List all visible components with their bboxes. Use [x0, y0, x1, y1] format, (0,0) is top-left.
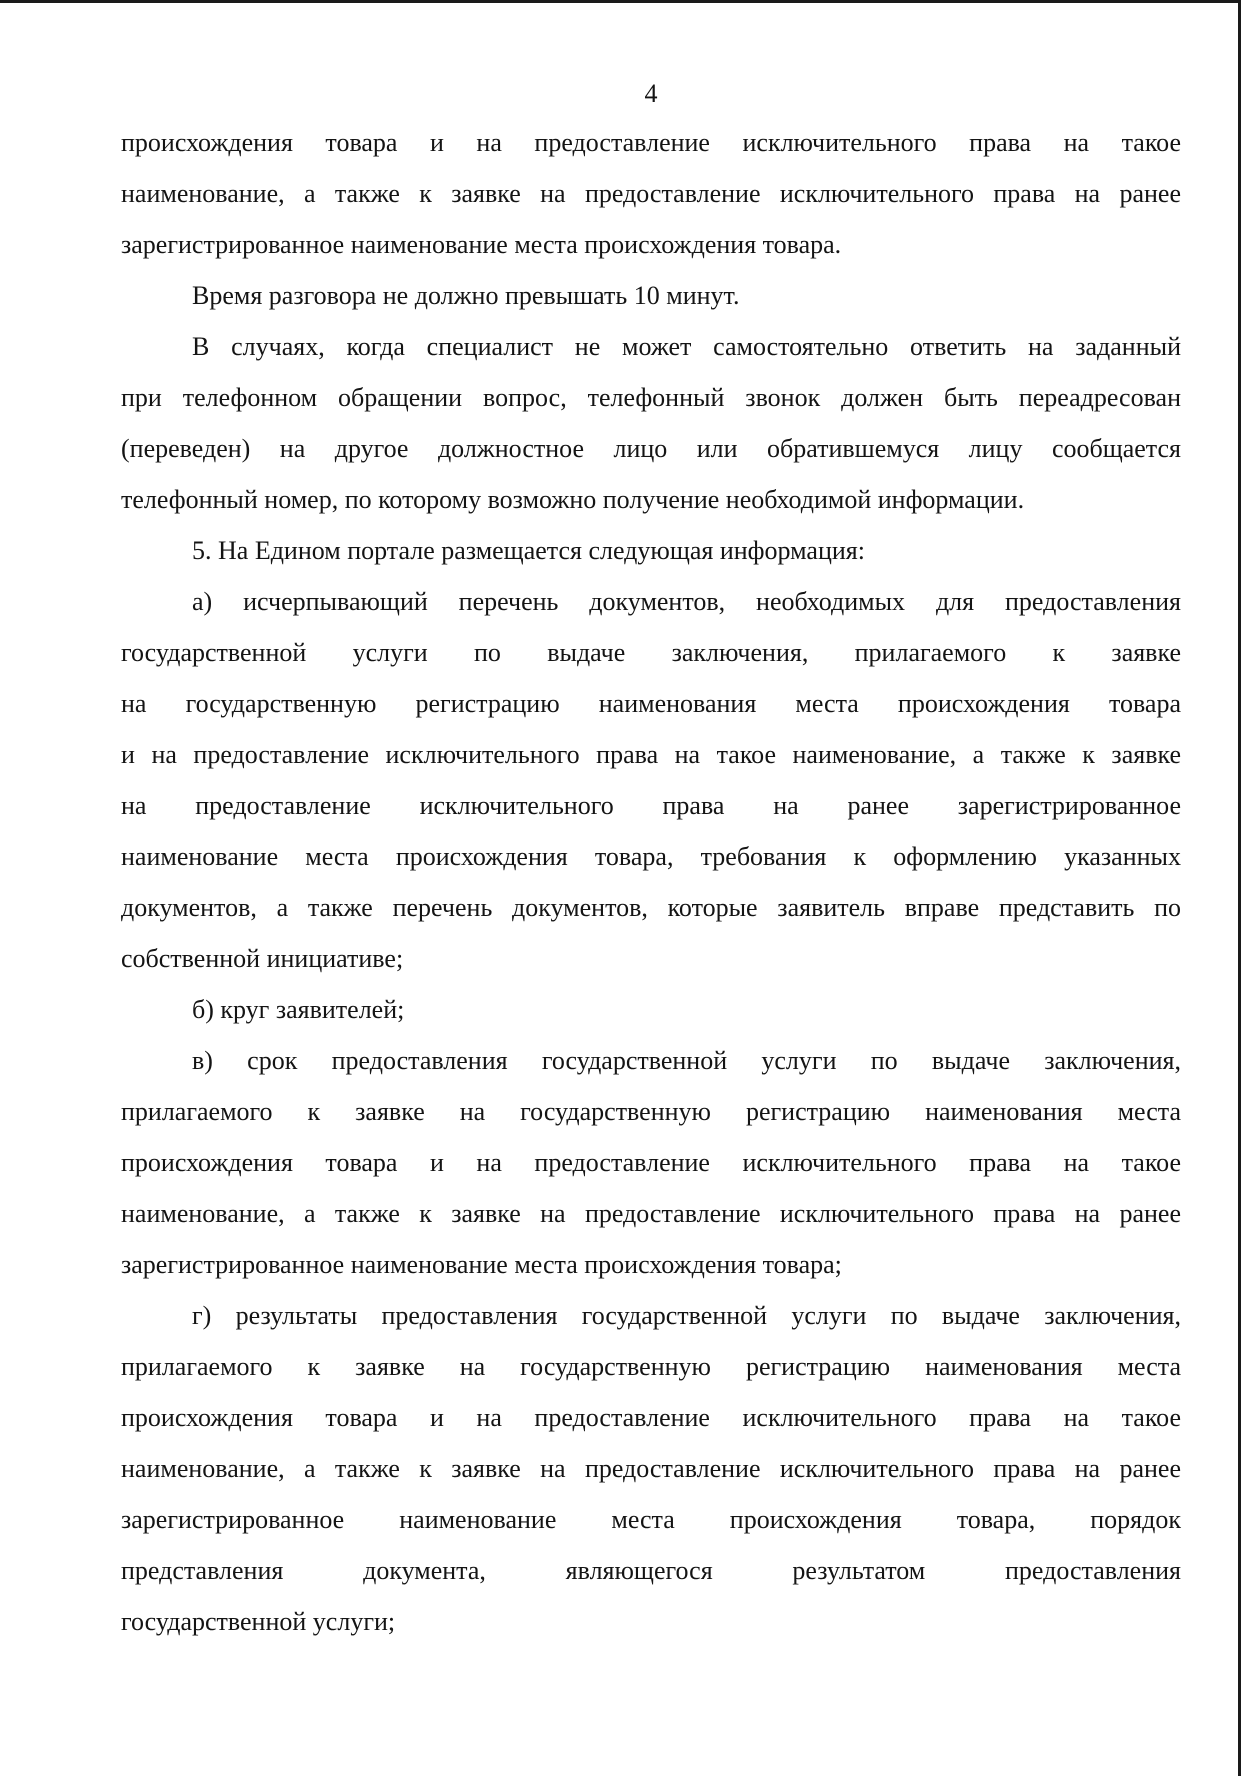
- text-line: происхождения товара и на предоставление исключительного права на такое: [121, 1148, 1181, 1177]
- text-line: при телефонном обращении вопрос, телефонный звонок должен быть переадресован: [121, 383, 1181, 412]
- text-line: собственной инициативе;: [121, 944, 404, 973]
- text-line: происхождения товара и на предоставление исключительного права на такое: [121, 1403, 1181, 1432]
- text-line: В случаях, когда специалист не может самостоятельно ответить на заданный: [192, 332, 1181, 361]
- text-line: представления документа, являющегося результатом предоставления: [121, 1556, 1181, 1585]
- list-item-v: [121, 1035, 1181, 1290]
- text-line: наименование, а также к заявке на предоставление исключительного права на ранее: [121, 1454, 1181, 1483]
- text-line: зарегистрированное наименование места происхождения товара;: [121, 1250, 842, 1279]
- text-line: государственной услуги;: [121, 1607, 396, 1636]
- text-line: г) результаты предоставления государственной услуги по выдаче заключения,: [192, 1301, 1181, 1330]
- paragraph-section-5: [121, 525, 1181, 576]
- document-body: [121, 117, 1181, 1647]
- list-item-a: [121, 576, 1181, 984]
- text-line: зарегистрированное наименование места происхождения товара, порядок: [121, 1505, 1181, 1534]
- list-item-b: [121, 984, 1181, 1035]
- text-line: на предоставление исключительного права на ранее зарегистрированное: [121, 791, 1181, 820]
- page-number: 4: [644, 79, 658, 108]
- text-line: б) круг заявителей;: [192, 995, 405, 1024]
- text-line: наименование, а также к заявке на предоставление исключительного права на ранее: [121, 1199, 1181, 1228]
- text-line: телефонный номер, по которому возможно получение необходимой информации.: [121, 485, 1025, 514]
- text-line: наименование, а также к заявке на предоставление исключительного права на ранее: [121, 179, 1181, 208]
- paragraph-continuation: [121, 117, 1181, 270]
- text-line: 5. На Едином портале размещается следующая информация:: [192, 536, 865, 565]
- text-line: зарегистрированное наименование места происхождения товара.: [121, 230, 842, 259]
- text-line: прилагаемого к заявке на государственную регистрацию наименования места: [121, 1352, 1181, 1381]
- text-line: (переведен) на другое должностное лицо или обратившемуся лицу сообщается: [121, 434, 1181, 463]
- text-line: а) исчерпывающий перечень документов, необходимых для предоставления: [192, 587, 1181, 616]
- text-line: происхождения товара и на предоставление исключительного права на такое: [121, 128, 1181, 157]
- text-line: документов, а также перечень документов, которые заявитель вправе представить по: [121, 893, 1181, 922]
- text-line: и на предоставление исключительного права на такое наименование, а также к заявке: [121, 740, 1181, 769]
- paragraph-call-redirect: [121, 321, 1181, 525]
- text-line: в) срок предоставления государственной услуги по выдаче заключения,: [192, 1046, 1181, 1075]
- text-line: прилагаемого к заявке на государственную регистрацию наименования места: [121, 1097, 1181, 1126]
- list-item-g: [121, 1290, 1181, 1647]
- text-line: государственной услуги по выдаче заключения, прилагаемого к заявке: [121, 638, 1181, 667]
- text-line: на государственную регистрацию наименования места происхождения товара: [121, 689, 1181, 718]
- paragraph-call-duration: [121, 270, 1181, 321]
- text-line: наименование места происхождения товара, требования к оформлению указанных: [121, 842, 1181, 871]
- text-line: Время разговора не должно превышать 10 минут.: [192, 281, 740, 310]
